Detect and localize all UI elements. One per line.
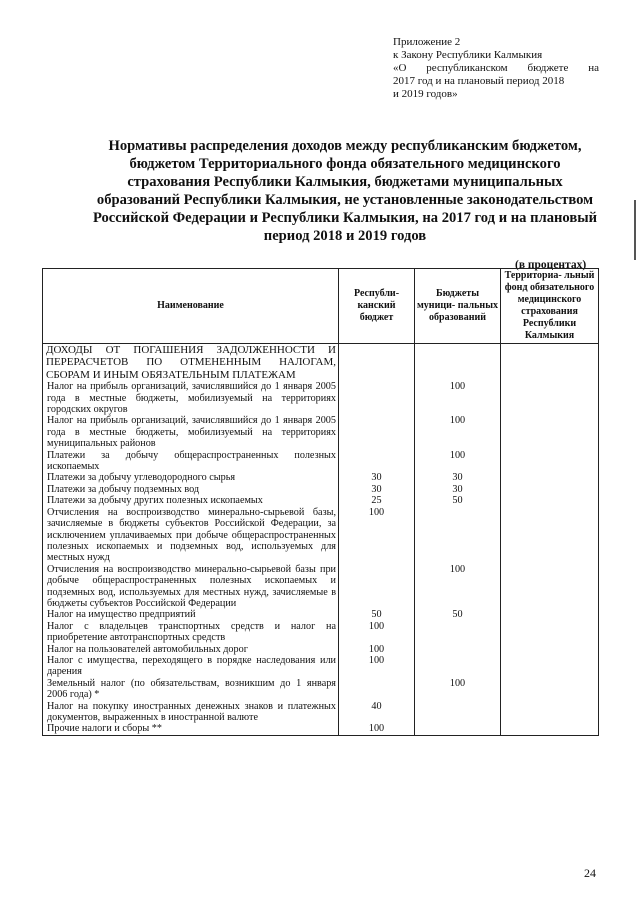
row-name: Платежи за добычу других полезных ископаемых xyxy=(43,495,339,506)
document-title xyxy=(78,137,612,245)
row-republic-value xyxy=(339,678,415,701)
table-row xyxy=(43,655,599,678)
row-republic-value: 100 xyxy=(339,507,415,564)
row-fund-value xyxy=(501,644,599,655)
row-municipal-value: 100 xyxy=(415,381,501,415)
row-republic-value: 100 xyxy=(339,723,415,735)
table-row xyxy=(43,484,599,495)
row-name: Налог на покупку иностранных денежных знаков и платежных документов, выраженных в иностранной валюте xyxy=(43,701,339,724)
row-fund-value xyxy=(501,723,599,735)
appendix-line-5: и 2019 годов» xyxy=(393,88,458,100)
row-fund-value xyxy=(501,564,599,610)
row-name: Отчисления на воспроизводство минерально-сырьевой базы при добыче общераспространенных полезных ископаемых и подземных вод, используемых для местных нужд, зачисляемые в бюджеты субъектов Российской Федерации xyxy=(43,564,339,610)
row-republic-value: 40 xyxy=(339,701,415,724)
title-line-6: период 2018 и 2019 годов xyxy=(263,228,427,244)
table-row xyxy=(43,472,599,483)
table-row xyxy=(43,450,599,473)
table-row xyxy=(43,723,599,735)
header-municipal-budgets: Бюджеты муници- пальных образований xyxy=(415,269,501,344)
page-number: 24 xyxy=(584,866,596,880)
row-name: Платежи за добычу подземных вод xyxy=(43,484,339,495)
section-title: ДОХОДЫ ОТ ПОГАШЕНИЯ ЗАДОЛЖЕННОСТИ И ПЕРЕРАСЧЕТОВ ПО ОТМЕНЕННЫМ НАЛОГАМ, СБОРАМ И ИНЫМ ОБЯЗАТЕЛЬНЫМ ПЛАТЕЖАМ xyxy=(43,344,339,382)
row-name: Земельный налог (по обязательствам, возникшим до 1 января 2006 года) * xyxy=(43,678,339,701)
row-name: Налог на имущество предприятий xyxy=(43,609,339,620)
row-name: Отчисления на воспроизводство минерально-сырьевой базы, зачисляемые в бюджеты субъектов Российской Федерации, за исключением уплачиваемых при добыче общераспространенных полезных ископаемых и подземных вод, используемых для местных нужд xyxy=(43,507,339,564)
row-name: Налог с имущества, переходящего в порядке наследования или дарения xyxy=(43,655,339,678)
row-municipal-value: 100 xyxy=(415,450,501,473)
row-fund-value xyxy=(501,678,599,701)
header-republic-budget: Республи- канский бюджет xyxy=(339,269,415,344)
row-name: Прочие налоги и сборы ** xyxy=(43,723,339,735)
row-republic-value xyxy=(339,450,415,473)
row-municipal-value: 100 xyxy=(415,564,501,610)
row-fund-value xyxy=(501,484,599,495)
distribution-norms-table xyxy=(42,268,599,736)
row-fund-value xyxy=(501,621,599,644)
row-municipal-value: 100 xyxy=(415,678,501,701)
table-row xyxy=(43,495,599,506)
row-fund-value xyxy=(501,381,599,415)
title-line-2: бюджетом Территориального фонда обязательного медицинского xyxy=(129,156,561,172)
table-row xyxy=(43,621,599,644)
row-republic-value: 25 xyxy=(339,495,415,506)
row-republic-value xyxy=(339,381,415,415)
row-fund-value xyxy=(501,450,599,473)
row-republic-value: 100 xyxy=(339,644,415,655)
table-row xyxy=(43,609,599,620)
row-republic-value: 30 xyxy=(339,484,415,495)
row-name: Налог с владельцев транспортных средств и налог на приобретение автотранспортных средств xyxy=(43,621,339,644)
row-municipal-value xyxy=(415,723,501,735)
scan-edge-mark xyxy=(634,200,636,260)
row-republic-value xyxy=(339,564,415,610)
row-fund-value xyxy=(501,507,599,564)
row-republic-value: 30 xyxy=(339,472,415,483)
row-municipal-value: 100 xyxy=(415,415,501,449)
table-body xyxy=(43,344,599,736)
row-republic-value: 50 xyxy=(339,609,415,620)
title-line-1: Нормативы распределения доходов между республиканским бюджетом, xyxy=(108,138,582,154)
appendix-line-1: Приложение 2 xyxy=(393,36,461,48)
row-fund-value xyxy=(501,415,599,449)
table-header-row xyxy=(43,269,599,344)
row-municipal-value: 50 xyxy=(415,495,501,506)
title-line-5: Российской Федерации и Республики Калмыкия, на 2017 год и на плановый xyxy=(92,210,598,226)
units-note: (в процентах) xyxy=(515,259,587,271)
row-municipal-value: 30 xyxy=(415,472,501,483)
row-fund-value xyxy=(501,701,599,724)
row-fund-value xyxy=(501,655,599,678)
table-row xyxy=(43,701,599,724)
title-line-4: образований Республики Калмыкия, не установленные законодательством xyxy=(96,192,594,208)
row-republic-value: 100 xyxy=(339,621,415,644)
row-fund-value xyxy=(501,495,599,506)
table-row xyxy=(43,507,599,564)
table-row xyxy=(43,644,599,655)
appendix-line-4: 2017 год и на плановый период 2018 xyxy=(393,75,565,87)
row-municipal-value xyxy=(415,621,501,644)
row-municipal-value xyxy=(415,655,501,678)
row-fund-value xyxy=(501,609,599,620)
row-republic-value: 100 xyxy=(339,655,415,678)
row-municipal-value xyxy=(415,701,501,724)
table-row xyxy=(43,678,599,701)
header-name: Наименование xyxy=(43,269,339,344)
row-name: Платежи за добычу общераспространенных полезных ископаемых xyxy=(43,450,339,473)
row-municipal-value: 30 xyxy=(415,484,501,495)
row-republic-value xyxy=(339,415,415,449)
section-row xyxy=(43,344,599,382)
appendix-line-2: к Закону Республики Калмыкия xyxy=(393,49,543,61)
table-row xyxy=(43,415,599,449)
appendix-line-3: «О республиканском бюджете на xyxy=(393,62,599,74)
row-name: Налог на прибыль организаций, зачислявшийся до 1 января 2005 года в местные бюджеты, мобилизуемый на территориях городских округов xyxy=(43,381,339,415)
table-row xyxy=(43,381,599,415)
row-fund-value xyxy=(501,472,599,483)
row-name: Налог на прибыль организаций, зачислявшийся до 1 января 2005 года в местные бюджеты, мобилизуемый на территориях муниципальных районов xyxy=(43,415,339,449)
header-medical-insurance-fund: Территориа- льный фонд обязательного медицинского страхования Республики Калмыкия xyxy=(501,269,599,344)
table-row xyxy=(43,564,599,610)
row-name: Платежи за добычу углеводородного сырья xyxy=(43,472,339,483)
title-line-3: страхования Республики Калмыкия, бюджетами муниципальных xyxy=(127,174,563,190)
row-municipal-value xyxy=(415,644,501,655)
row-municipal-value: 50 xyxy=(415,609,501,620)
appendix-reference xyxy=(393,36,599,101)
row-name: Налог на пользователей автомобильных дорог xyxy=(43,644,339,655)
row-municipal-value xyxy=(415,507,501,564)
